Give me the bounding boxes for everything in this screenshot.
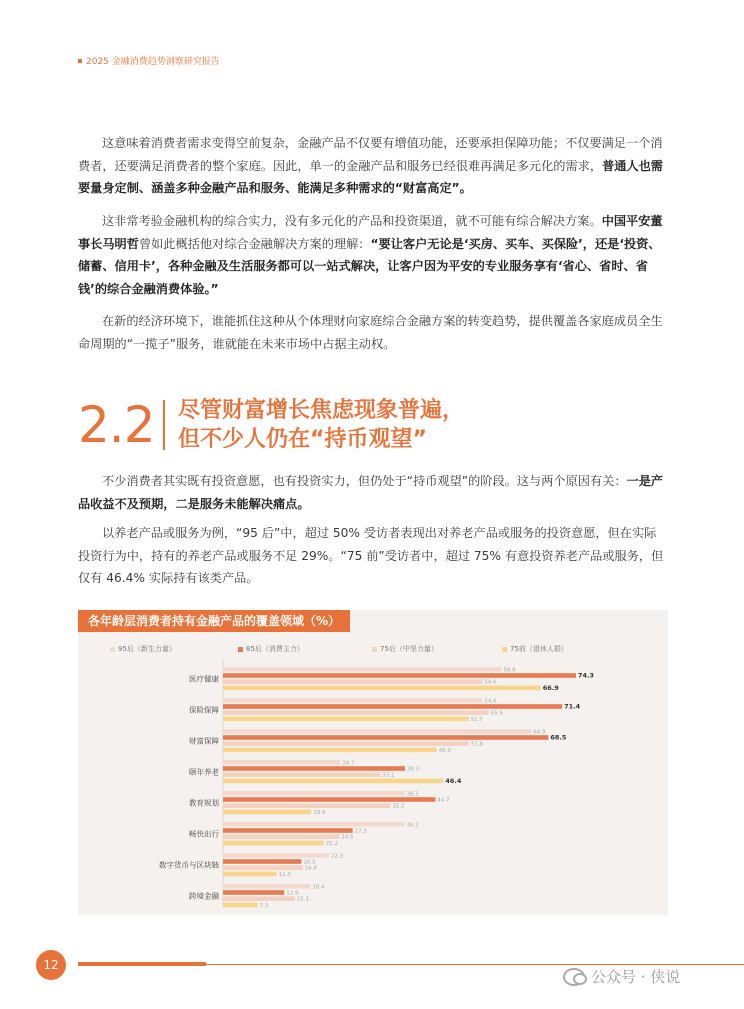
legend-label-85: 85后（消费主力） xyxy=(246,645,304,653)
wechat-icon xyxy=(563,968,585,986)
p5-text: 以养老产品或服务为例，“95 后”中，超过 50% 受访者表现出对养老产品或服务的投资意愿，但在实际投资行为中，持有的养老产品或服务不足 29%。“75 前”受访者中，超过 75% 有意投资养老产品或服务，但仅有 46.4% 实际持有该类产品。 xyxy=(78,526,664,585)
data-label: 15.1 xyxy=(296,896,309,903)
data-label: 11.3 xyxy=(278,871,291,878)
bar xyxy=(223,766,405,771)
bar xyxy=(223,872,277,877)
category-label: 教育规划 xyxy=(189,798,219,808)
data-label: 51.8 xyxy=(471,741,484,748)
data-label: 12.9 xyxy=(286,890,299,897)
legend-label-75: 75后（中坚力量） xyxy=(380,645,438,653)
legend-swatch-75q xyxy=(502,647,507,652)
bar xyxy=(223,834,339,839)
data-label: 71.4 xyxy=(564,702,581,711)
page-number: 12 xyxy=(36,950,66,980)
data-label: 38.3 xyxy=(406,766,420,773)
data-label: 44.7 xyxy=(437,797,450,804)
category-label: 保险保障 xyxy=(189,705,219,715)
p2-text-2: 曾如此概括他对综合金融解决方案的理解： xyxy=(138,236,371,251)
paragraph-3 xyxy=(78,310,668,355)
legend-item-75 xyxy=(372,644,438,654)
legend-item-95 xyxy=(110,644,176,654)
p4-text: 不少消费者其实既有投资意愿，也有投资实力，但仍处于“持币观望”的阶段。这与两个原因有关： xyxy=(102,474,627,488)
bar xyxy=(223,896,295,901)
bar xyxy=(223,717,469,722)
footer-accent-bar xyxy=(78,962,206,966)
data-label: 66.9 xyxy=(542,683,559,692)
bar xyxy=(223,741,469,746)
data-label: 38.2 xyxy=(406,822,419,829)
data-label: 35.2 xyxy=(392,803,405,810)
data-label: 33.1 xyxy=(382,772,395,779)
data-label: 54.6 xyxy=(484,698,497,705)
chart-title: 各年龄层消费者持有金融产品的覆盖领域（%） xyxy=(78,610,350,632)
legend-swatch-75 xyxy=(372,647,377,652)
category-label: 畅快出行 xyxy=(189,829,219,839)
data-label: 27.3 xyxy=(354,828,367,835)
data-label: 24.7 xyxy=(342,760,355,767)
legend-swatch-95 xyxy=(110,647,115,652)
section-title xyxy=(178,396,464,454)
watermark xyxy=(563,966,680,987)
data-label: 18.6 xyxy=(313,809,326,816)
paragraph-5 xyxy=(78,522,668,590)
category-label: 医疗健康 xyxy=(189,674,219,684)
data-label: 54.6 xyxy=(484,679,497,686)
section-title-line2: 但不少人仍在“持币观望” xyxy=(178,427,427,452)
footer-line xyxy=(206,964,744,965)
bar xyxy=(223,865,303,870)
legend-swatch-85 xyxy=(238,647,243,652)
bar xyxy=(223,890,284,895)
bar xyxy=(223,667,501,672)
p4-bold: 一是产品收益不及预期，二是服务未能解决痛点。 xyxy=(78,474,664,511)
data-label: 68.5 xyxy=(550,733,567,742)
bar xyxy=(223,810,311,815)
watermark-text: 公众号 · 侠说 xyxy=(591,968,681,986)
data-label: 22.3 xyxy=(330,853,344,860)
bar xyxy=(223,772,380,777)
paragraph-1 xyxy=(78,132,668,200)
bar xyxy=(223,679,482,684)
bar xyxy=(223,735,548,740)
header-text: 2025 金融消费趋势洞察研究报告 xyxy=(86,57,220,67)
bar xyxy=(223,903,258,908)
category-label: 颐年养老 xyxy=(189,767,219,777)
section-number: 2.2 xyxy=(78,396,155,454)
bar-chart xyxy=(78,655,668,910)
header-dot-icon xyxy=(78,59,82,63)
report-header xyxy=(78,54,220,67)
data-label: 45.0 xyxy=(438,747,451,754)
bar xyxy=(223,841,324,846)
bar xyxy=(223,791,404,796)
paragraph-4 xyxy=(78,470,668,515)
bar xyxy=(223,884,310,889)
bar xyxy=(223,698,482,703)
legend-item-85 xyxy=(238,644,304,654)
data-label: 16.8 xyxy=(304,865,318,872)
data-label: 46.4 xyxy=(445,776,462,785)
section-divider xyxy=(163,400,165,450)
bar xyxy=(223,859,301,864)
data-label: 38.2 xyxy=(406,791,419,798)
legend-item-75q xyxy=(502,644,568,654)
bar xyxy=(223,748,437,753)
bar xyxy=(223,710,489,715)
data-label: 16.5 xyxy=(303,859,316,866)
data-label: 64.9 xyxy=(533,729,546,736)
paragraph-2 xyxy=(78,210,668,300)
bar xyxy=(223,853,329,858)
bar xyxy=(223,803,390,808)
p2-bold-quote: “要让客户无论是‘买房、买车、买保险’，还是‘投资、储蓄、信用卡’，各种金融及生活服务都可以一站式解决，让客户因为平安的专业服务享有‘省心、省时、省钱’的综合金融消费体验。” xyxy=(78,236,661,296)
bar xyxy=(223,760,340,765)
category-label: 跨境金融 xyxy=(189,891,219,901)
bar xyxy=(223,828,353,833)
legend-label-75q: 75前（退休人群） xyxy=(510,645,568,653)
bar xyxy=(223,822,404,827)
data-label: 24.5 xyxy=(341,834,354,841)
p1-bold: 普通人也需要量身定制、涵盖多种金融产品和服务、能满足多种需求的“财富高定”。 xyxy=(78,158,663,195)
category-label: 财富保障 xyxy=(189,736,219,746)
bar xyxy=(223,797,435,802)
section-title-line1: 尽管财富增长焦虑现象普遍， xyxy=(178,398,465,423)
p2-text: 这非常考验金融机构的综合实力，没有多元化的产品和投资渠道，就不可能有综合解决方案。 xyxy=(102,214,602,228)
bar xyxy=(223,686,541,691)
data-label: 74.3 xyxy=(577,671,594,680)
data-label: 21.2 xyxy=(325,840,338,847)
p1-text: 这意味着消费者需求变得空前复杂，金融产品不仅要有增值功能，还要承担保障功能；不仅要满足一个消费者，还要满足消费者的整个家庭。因此，单一的金融产品和服务已经很难再满足多元化的需求， xyxy=(78,136,663,173)
data-label: 7.3 xyxy=(259,902,269,909)
bar xyxy=(223,673,576,678)
p3-text: 在新的经济环境下，谁能抓住这种从个体理财向家庭综合金融方案的转变趋势，提供覆盖各家庭成员全生命周期的“一揽子”服务，谁就能在未来市场中占据主动权。 xyxy=(78,314,663,351)
bar xyxy=(223,704,562,709)
data-label: 58.6 xyxy=(503,667,516,674)
p2-bold-name: 中国平安董事长马明哲 xyxy=(78,214,663,251)
data-label: 51.7 xyxy=(470,716,483,723)
category-label: 数字货币与区块链 xyxy=(159,860,219,870)
bar xyxy=(223,779,443,784)
bar xyxy=(223,729,531,734)
data-label: 55.9 xyxy=(490,710,503,717)
legend-label-95: 95后（新生力量） xyxy=(118,645,176,653)
data-label: 18.4 xyxy=(312,884,325,891)
